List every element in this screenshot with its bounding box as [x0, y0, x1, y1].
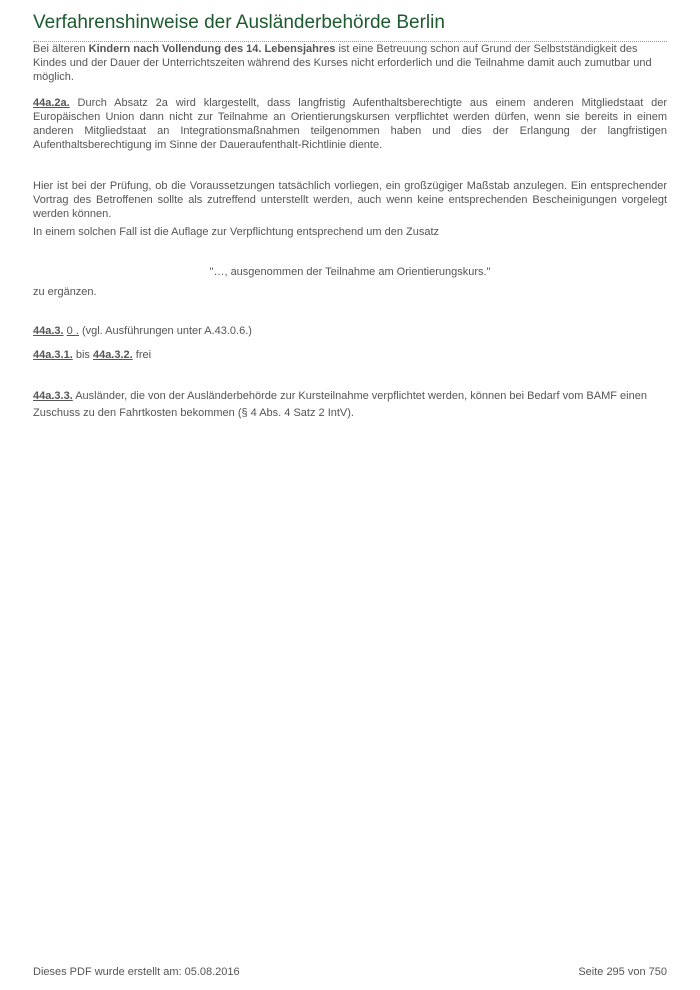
text-segment: zu ergänzen. [33, 286, 97, 298]
paragraph-44a-3 [33, 324, 667, 338]
text-segment: Bei älteren [33, 43, 89, 55]
paragraph-44a-2a [33, 96, 667, 152]
paragraph-44a-3-1 [33, 348, 667, 362]
page-title: Verfahrenshinweise der Ausländerbehörde Berlin [33, 12, 445, 33]
document-body [33, 42, 667, 422]
text-segment: Ausländer, die von der Ausländerbehörde zur Kursteilnahme verpflichtet werden, können bei Bedarf vom BAMF einen Zuschuss zu den Fahrtkosten bekommen (§ 4 Abs. 4 Satz 2 IntV). [33, 390, 647, 419]
section-ref-44a-3-1[interactable]: 44a.3.1. [33, 349, 73, 361]
text-segment: Durch Absatz 2a wird klargestellt, dass langfristig Aufenthaltsberechtigte aus einem anderen Mitgliedstaat der Europäischen Union dann nicht zur Teilnahme an Orientierungskursen verpflichtet werden dürfen, wenn sie bereits in einem anderen Mitgliedstaat an Integrationsmaßnahmen teilgenommen haben und dies der Erlangung der langfristigen Aufenthaltsberechtigung im Sinne der Daueraufenthalt-Richtlinie diente. [33, 97, 667, 151]
section-ref-0[interactable]: 0 . [66, 325, 79, 337]
bold-phrase: Kindern nach Vollendung des 14. Lebensjahres [88, 43, 336, 55]
section-ref-44a-3[interactable]: 44a.3. [33, 325, 64, 337]
text-segment: In einem solchen Fall ist die Auflage zur Verpflichtung entsprechend um den Zusatz [33, 226, 440, 238]
quoted-addendum [33, 265, 667, 279]
section-ref-44a-3-3[interactable]: 44a.3.3. [33, 390, 73, 402]
paragraph-44a-3-3 [33, 388, 667, 422]
page-header [33, 10, 667, 42]
creation-date: Dieses PDF wurde erstellt am: 05.08.2016 [33, 966, 240, 978]
text-segment: (vgl. Ausführungen unter A.43.0.6.) [78, 325, 252, 337]
text-segment: bis [72, 349, 93, 361]
paragraph-pruefung [33, 179, 667, 221]
paragraph-auflage [33, 225, 667, 239]
section-ref-44a-3-2[interactable]: 44a.3.2. [92, 349, 133, 361]
paragraph-ergaenzen [33, 285, 667, 299]
quote-text: "…, ausgenommen der Teilnahme am Orientierungskurs." [209, 266, 491, 278]
text-segment: Hier ist bei der Prüfung, ob die Voraussetzungen tatsächlich vorliegen, ein großzügiger Maßstab anzulegen. Ein entsprechender Vortrag des Betroffenen sollte als zutreffend unterstellt werden, auch wenn keine entsprechenden Bescheinigungen vorgelegt werden können. [33, 180, 667, 220]
text-segment: ist eine Betreuung schon auf Grund der Selbstständigkeit des Kindes und der Dauer der Unterrichtszeiten während des Kurses nicht erforderlich und die Teilnahme damit auch zumutbar und möglich. [33, 43, 652, 83]
section-ref-44a-2a[interactable]: 44a.2a. [33, 97, 70, 109]
page-number: Seite 295 von 750 [578, 966, 667, 978]
text-segment: frei [132, 349, 152, 361]
paragraph-children-over-14 [33, 42, 667, 84]
